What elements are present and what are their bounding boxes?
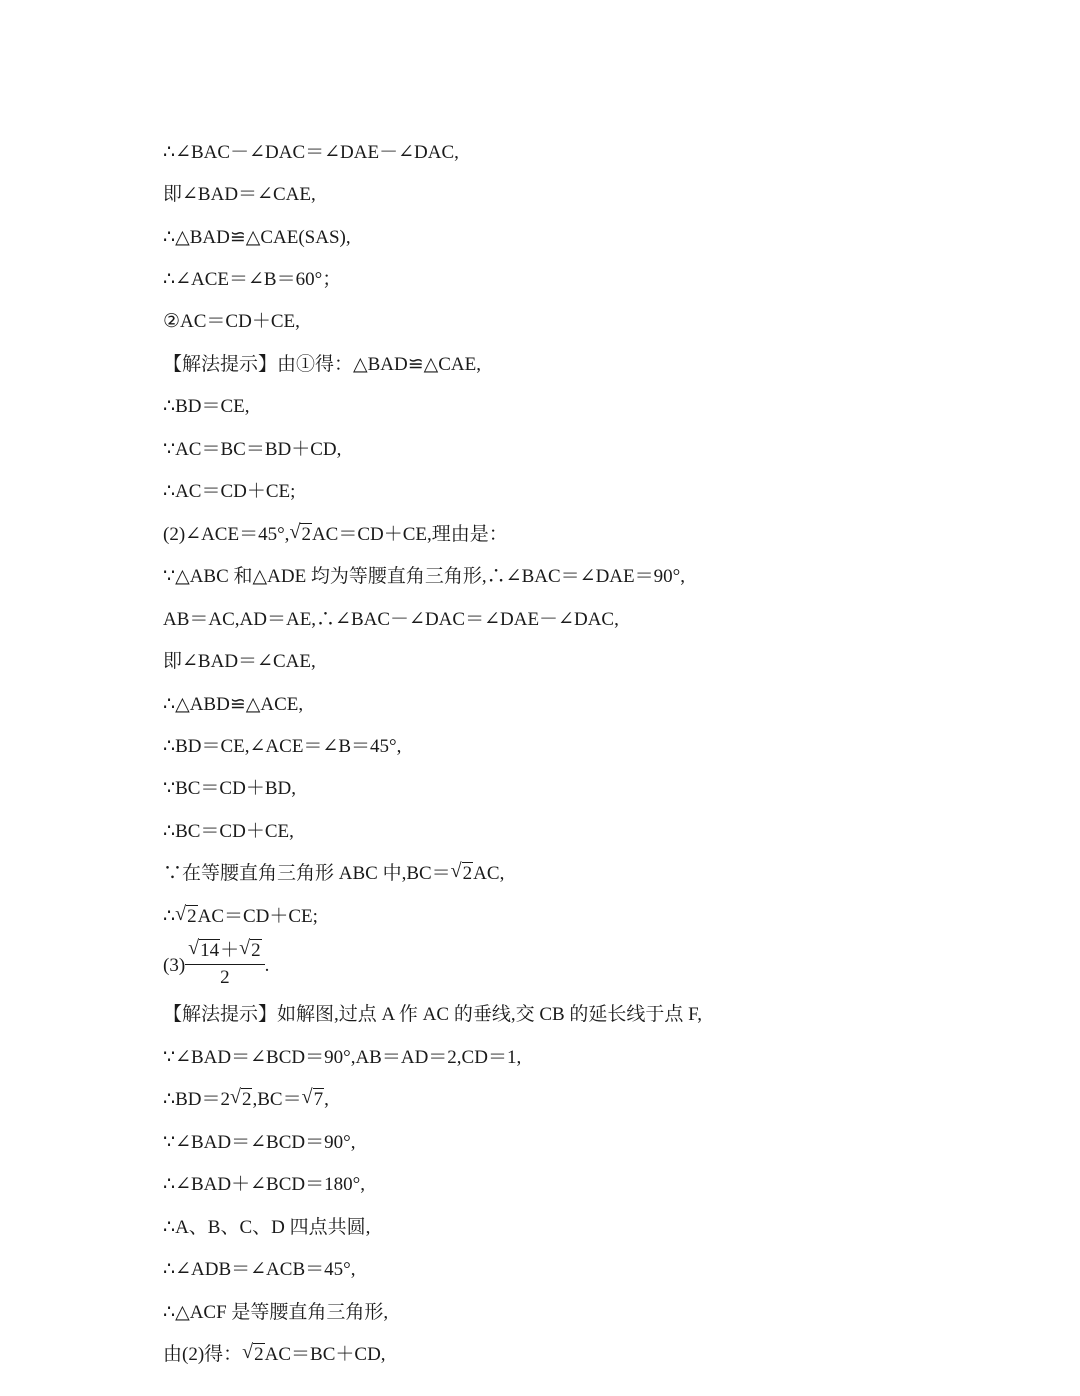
text-line: ∵AC＝BC＝BD＋CD, — [163, 439, 342, 460]
text-line: ∴BD＝CE, — [163, 396, 250, 417]
text-line: ∴△ACF 是等腰直角三角形, — [163, 1302, 389, 1323]
line-suffix: AC＝CD＋CE,理由是： — [311, 524, 508, 545]
text-line: ∴BD＝CE,∠ACE＝∠B＝45°, — [163, 736, 402, 757]
text-line: AB＝AC,AD＝AE,∴∠BAC－∠DAC＝∠DAE－∠DAC, — [163, 609, 619, 630]
hint-line: 【解法提示】由①得：△BAD≌△CAE, — [163, 354, 482, 375]
text-line: ∴A、B、C、D 四点共圆, — [163, 1217, 371, 1238]
text-line-with-sqrt — [163, 905, 1040, 929]
text-line: ∵△ABC 和△ADE 均为等腰直角三角形,∴∠BAC＝∠DAE＝90°, — [163, 566, 685, 587]
line-prefix: ∵在等腰直角三角形 ABC 中,BC＝ — [163, 863, 451, 884]
line-prefix: 由(2)得： — [163, 1344, 243, 1365]
text-line: ∵∠BAD＝∠BCD＝90°, — [163, 1132, 356, 1153]
line-middle: ,BC＝ — [252, 1089, 302, 1110]
line-prefix: ∴ — [163, 906, 176, 927]
text-line: ∴∠BAD＋∠BCD＝180°, — [163, 1174, 365, 1195]
sqrt-expression: √ 2 — [231, 1088, 253, 1112]
sqrt-expression: √ 7 — [303, 1088, 325, 1112]
text-line: ∵BC＝CD＋BD, — [163, 778, 296, 799]
text-line: ∴∠ACE＝∠B＝60°； — [163, 269, 342, 290]
sqrt-expression: √ 2 — [176, 905, 198, 929]
line-suffix: AC＝CD＋CE; — [197, 906, 318, 927]
text-line: ∴△ABD≌△ACE, — [163, 694, 304, 715]
text-line: 即∠BAD＝∠CAE, — [163, 184, 316, 205]
line-prefix: (3) — [163, 955, 186, 976]
text-line: ∴∠BAC－∠DAC＝∠DAE－∠DAC, — [163, 142, 459, 163]
text-line-with-sqrt — [163, 523, 1040, 547]
text-line-with-sqrt — [163, 1088, 1040, 1112]
sqrt-expression: √ 2 — [243, 1343, 265, 1367]
fraction-numerator: √ 14＋√ 2 — [185, 938, 265, 965]
line-suffix: AC＝BC＋CD, — [264, 1344, 386, 1365]
fraction-denominator: 2 — [220, 967, 230, 989]
text-line: ∴△BAD≌△CAE(SAS), — [163, 227, 351, 248]
hint-line: 【解法提示】如解图,过点 A 作 AC 的垂线,交 CB 的延长线于点 F, — [163, 1004, 702, 1025]
line-suffix: AC, — [473, 863, 505, 884]
line-suffix: , — [324, 1089, 329, 1110]
line-suffix: . — [264, 955, 270, 976]
sqrt-expression: √ 2 — [290, 523, 312, 547]
fraction-line — [163, 940, 1040, 993]
text-line-with-sqrt — [163, 862, 1040, 886]
text-line: ∴BC＝CD＋CE, — [163, 821, 294, 842]
line-prefix: ∴BD＝2 — [163, 1089, 230, 1110]
fraction — [185, 938, 265, 991]
text-line: ∴∠ADB＝∠ACB＝45°, — [163, 1259, 356, 1280]
sqrt-expression: √ 2 — [452, 862, 474, 886]
text-line-with-sqrt — [163, 1343, 1040, 1367]
text-line: ∴AC＝CD＋CE; — [163, 481, 296, 502]
text-line: ②AC＝CD＋CE, — [163, 311, 300, 332]
line-prefix: (2)∠ACE＝45°, — [163, 524, 290, 545]
text-line: 即∠BAD＝∠CAE, — [163, 651, 316, 672]
text-line: ∵∠BAD＝∠BCD＝90°,AB＝AD＝2,CD＝1, — [163, 1047, 522, 1068]
